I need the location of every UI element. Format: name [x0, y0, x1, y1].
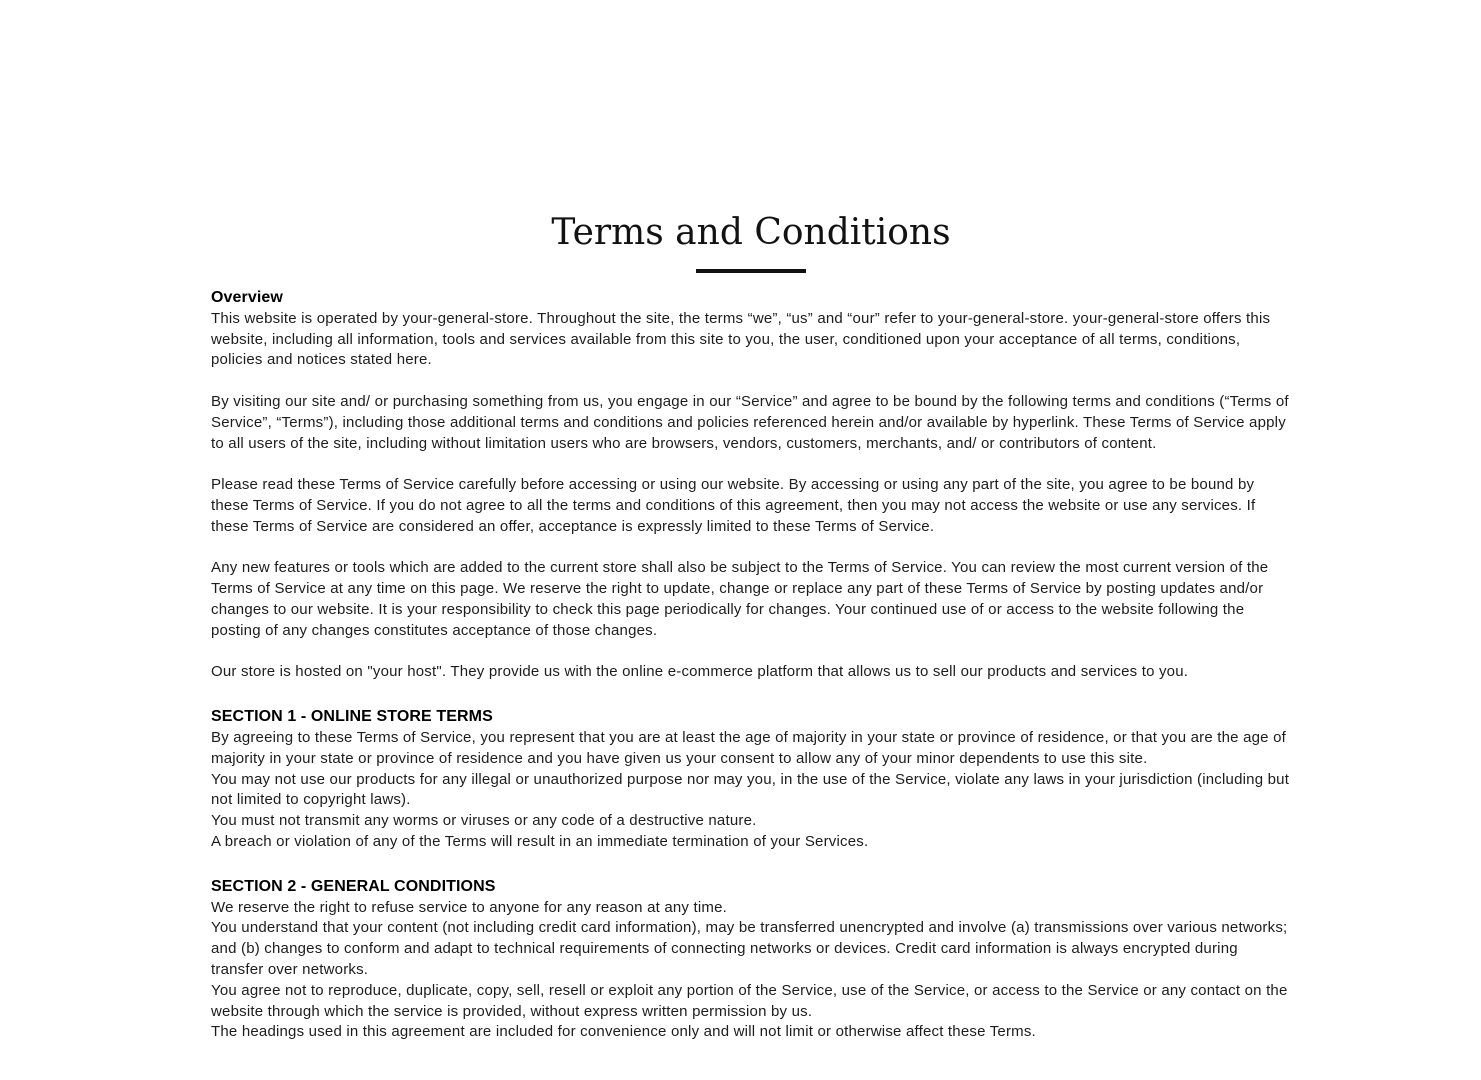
paragraph: We reserve the right to refuse service to anyone for any reason at any time. You understand that your content (not including credit card information), may be transferred unencrypted and involve (a) transmissions over various networks; and (b) changes to conform and adapt to technical requirements of connecting networks or devices. Credit card information is always encrypted during transfer over networks. You agree not to reproduce, duplicate, copy, sell, resell or exploit any portion of the Service, use of the Service, or access to the Service or any contact on the website through which the service is provided, without express written permission by us. The headings used in this agreement are included for convenience only and will not limit or otherwise affect these Terms.	[211, 898, 1288, 1041]
page-title: Terms and Conditions	[551, 212, 951, 253]
paragraph: Please read these Terms of Service carefully before accessing or using our website. By accessing or using any part of the site, you agree to be bound by these Terms of Service. If you do not agree to all the terms and conditions of this agreement, then you may not access the website or use any services. If these Terms of Service are considered an offer, acceptance is expressly limited to these Terms of Service.	[211, 476, 1256, 535]
paragraph: Our store is hosted on "your host". They provide us with the online e-commerce platform that allows us to sell our products and services to you.	[211, 663, 1189, 681]
terms-page	[211, 0, 1291, 1043]
paragraph: This website is operated by your-general-store. Throughout the site, the terms “we”, “us” and “our” refer to your-general-store. your-general-store offers this website, including all information, tools and services available from this site to you, the user, conditioned upon your acceptance of all terms, conditions, policies and notices stated here.	[211, 309, 1271, 369]
paragraph: Any new features or tools which are added to the current store shall also be subject to the Terms of Service. You can review the most current version of the Terms of Service at any time on this page. We reserve the right to update, change or replace any part of these Terms of Service by posting updates and/or changes to our website. It is your responsibility to check this page periodically for changes. Your continued use of or access to the website following the posting of any changes constitutes acceptance of those changes.	[211, 559, 1269, 639]
section-heading: SECTION 2 - GENERAL CONDITIONS	[211, 877, 496, 895]
title-divider	[696, 269, 806, 273]
section-heading: Overview	[211, 289, 283, 306]
section-heading: SECTION 1 - ONLINE STORE TERMS	[211, 708, 493, 726]
paragraph: By agreeing to these Terms of Service, you represent that you are at least the age of majority in your state or province of residence, or that you are the age of majority in your state or province of residence and you have given us your consent to allow any of your minor dependents to use this site. You may not use our products for any illegal or unauthorized purpose nor may you, in the use of the Service, violate any laws in your jurisdiction (including but not limited to copyright laws). You must not transmit any worms or viruses or any code of a destructive nature. A breach or violation of any of the Terms will result in an immediate termination of your Services.	[211, 728, 1290, 850]
terms-content	[211, 288, 1291, 1043]
paragraph: By visiting our site and/ or purchasing something from us, you engage in our “Service” and agree to be bound by the following terms and conditions (“Terms of Service”, “Terms”), including those additional terms and conditions and policies referenced herein and/or available by hyperlink. These Terms of Service apply to all users of the site, including without limitation users who are browsers, vendors, customers, merchants, and/ or contributors of content.	[211, 392, 1289, 452]
